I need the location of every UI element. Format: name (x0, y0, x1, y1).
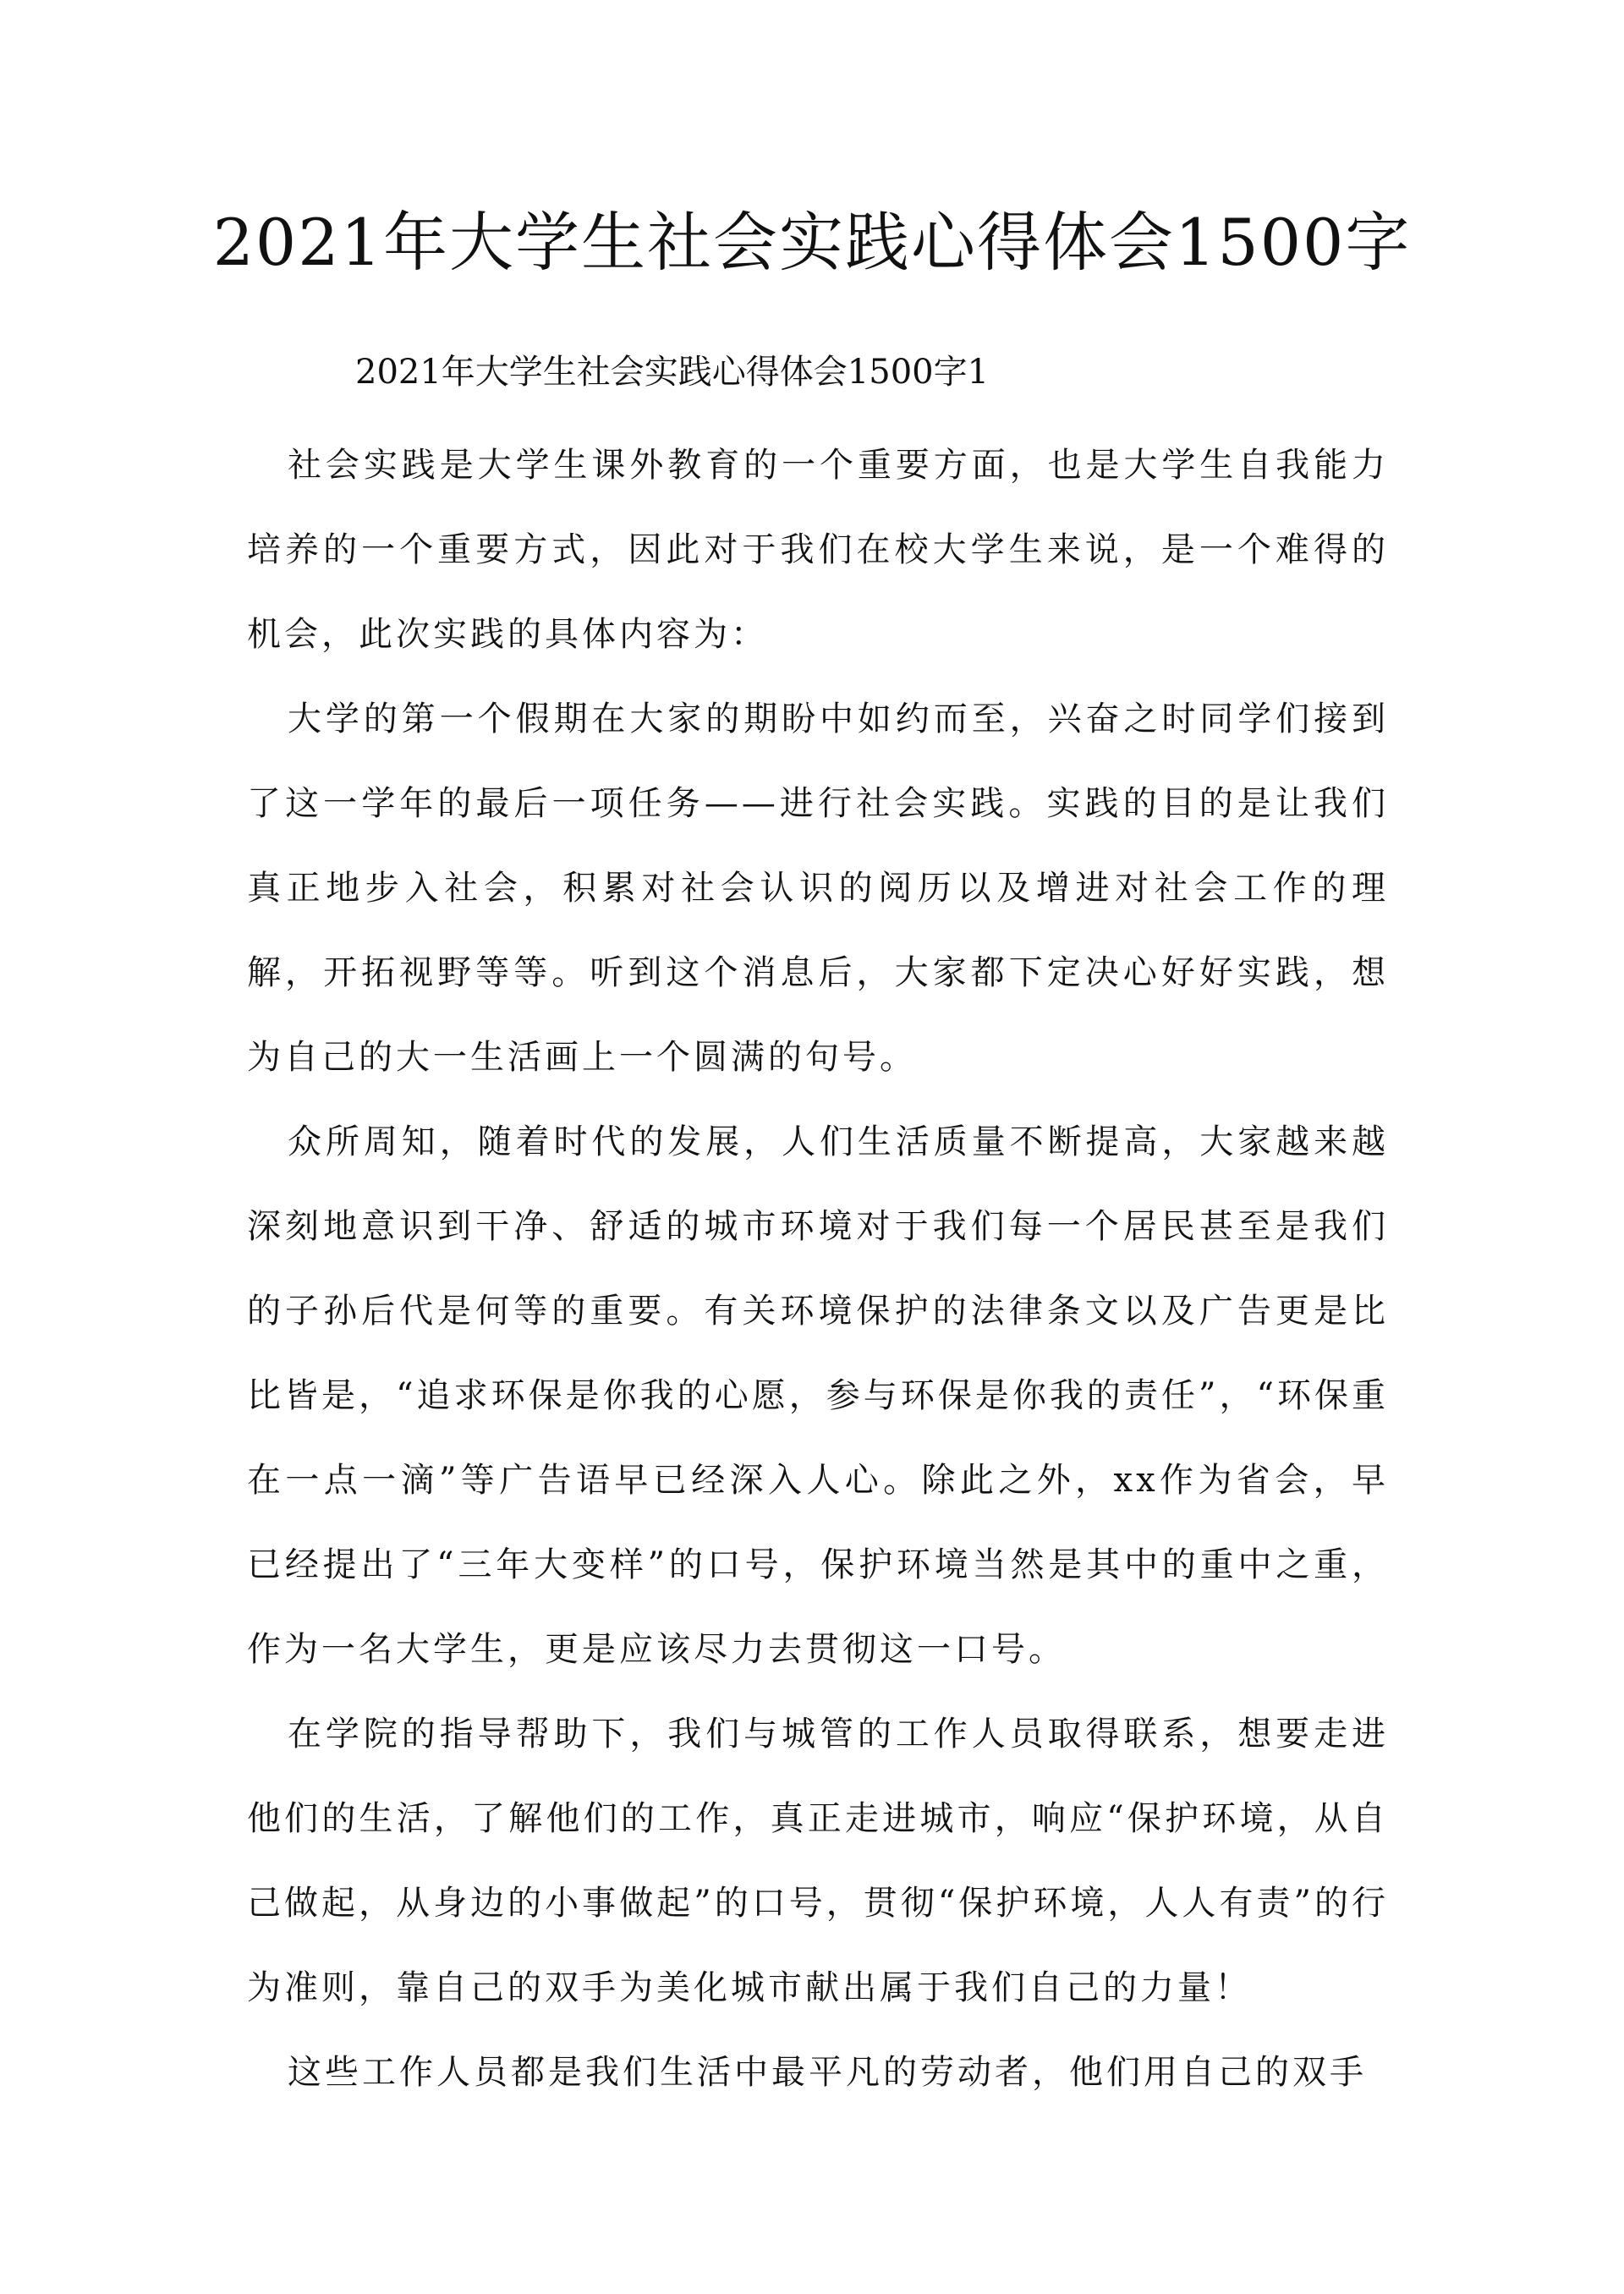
section-heading: 2021年大学生社会实践心得体会1500字1 (355, 353, 990, 392)
paragraph-2: 大学的第一个假期在大家的期盼中如约而至，兴奋之时同学们接到了这一学年的最后一项任务——进行社会实践。实践的目的是让我们真正地步入社会，积累对社会认识的阅历以及增进对社会工作的理解，开拓视野等等。听到这个消息后，大家都下定决心好好实践，想为自己的大一生活画上一个圆满的句号。 (247, 700, 1389, 1077)
document-title: 2021年大学生社会实践心得体会1500字 (212, 205, 1412, 280)
paragraph-3: 众所周知，随着时代的发展，人们生活质量不断提高，大家越来越深刻地意识到干净、舒适的城市环境对于我们每一个居民甚至是我们的子孙后代是何等的重要。有关环境保护的法律条文以及广告更是比比皆是，“追求环保是你我的心愿，参与环保是你我的责任”，“环保重在一点一滴”等广告语早已经深入人心。除此之外，xx作为省会，早已经提出了“三年大变样”的口号，保护环境当然是其中的重中之重，作为一名大学生，更是应该尽力去贯彻这一口号。 (247, 1122, 1389, 1669)
paragraph-1: 社会实践是大学生课外教育的一个重要方面，也是大学生自我能力培养的一个重要方式，因此对于我们在校大学生来说，是一个难得的机会，此次实践的具体内容为： (247, 446, 1389, 654)
paragraph-5: 这些工作人员都是我们生活中最平凡的劳动者，他们用自己的双手 (288, 2053, 1367, 2092)
document-body (247, 423, 1389, 2115)
paragraph-4: 在学院的指导帮助下，我们与城管的工作人员取得联系，想要走进他们的生活，了解他们的工作，真正走进城市，响应“保护环境，从自己做起，从身边的小事做起”的口号，贯彻“保护环境，人人有责”的行为准则，靠自己的双手为美化城市献出属于我们自己的力量！ (247, 1715, 1389, 2007)
